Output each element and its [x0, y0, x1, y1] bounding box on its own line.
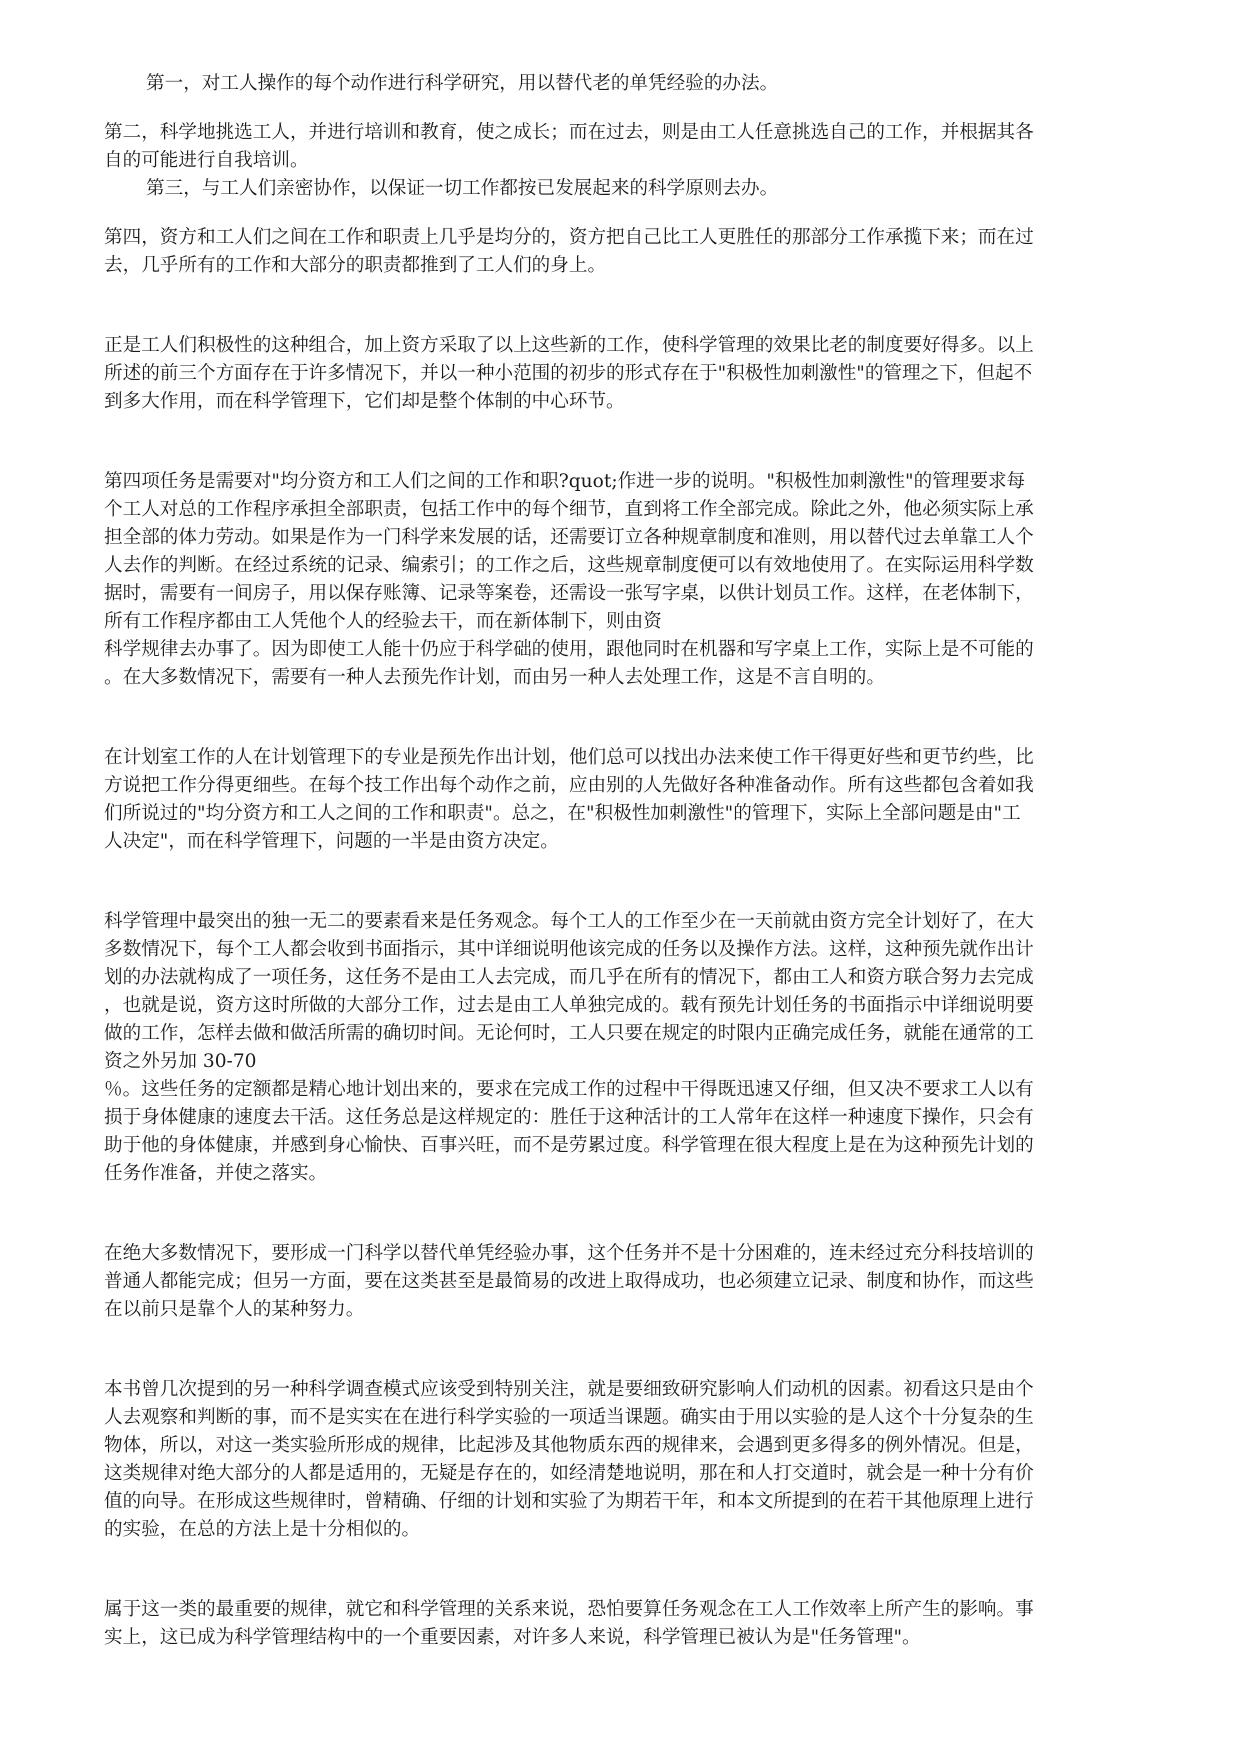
paragraph-4: 第四，资方和工人们之间在工作和职责上几乎是均分的，资方把自己比工人更胜任的那部分工作承揽下来；而在过 去，几乎所有的工作和大部分的职责都推到了工人们的身上。 [104, 227, 1034, 276]
paragraph-1: 第一，对工人操作的每个动作进行科学研究，用以替代老的单凭经验的办法。 [146, 73, 779, 94]
paragraph-gap [104, 98, 1144, 119]
paragraph-gap [104, 856, 1144, 908]
paragraph-10: 本书曾几次提到的另一种科学调查模式应该受到特别关注，就是要细致研究影响人们动机的因素。初看这只是由个 人去观察和判断的事，而不是实实在在进行科学实验的一项适当课题。确实由于用以实验的是人这个十分复杂的生 物体，所以，对这一类实验所形成的规律，比起涉及其他物质东西的规律来，会遇到更多得多的例外情况。但是， 这类规律对绝大部分的人都是适用的，无疑是存在的，如经清楚地说明，那在和人打交道时，就会是一种十分有价 值的向导。在形成这些规律时，曾精确、仔细的计划和实验了为期若干年，和本文所提到的在若干其他原理上进行 的实验，在总的方法上是十分相似的。 [104, 1379, 1034, 1540]
paragraph-gap [104, 1544, 1144, 1596]
paragraph-11: 属于这一类的最重要的规律，就它和科学管理的关系来说，恐怕要算任务观念在工人工作效率上所产生的影响。事 实上，这已成为科学管理结构中的一个重要因素，对许多人来说，科学管理已被认为是"任务管理"。 [104, 1599, 1034, 1648]
paragraph-gap [104, 1188, 1144, 1240]
paragraph-gap [104, 692, 1144, 744]
paragraph-9: 在绝大多数情况下，要形成一门科学以替代单凭经验办事，这个任务并不是十分困难的，连未经过充分科技培训的 普通人都能完成；但另一方面，要在这类甚至是最简易的改进上取得成功，也必须建立记录、制度和协作，而这些 在以前只是靠个人的某种努力。 [104, 1243, 1034, 1320]
paragraph-gap [104, 1324, 1144, 1376]
paragraph-8: 科学管理中最突出的独一无二的要素看来是任务观念。每个工人的工作至少在一天前就由资方完全计划好了，在大 多数情况下，每个工人都会收到书面指示，其中详细说明他该完成的任务以及操作方法。这样，这种预先就作出计 划的办法就构成了一项任务，这任务不是由工人去完成，而几乎在所有的情况下，都由工人和资方联合努力去完成 ，也就是说，资方这时所做的大部分工作，过去是由工人单独完成的。载有预先计划任务的书面指示中详细说明要 做的工作，怎样去做和做活所需的确切时间。无论何时，工人只要在规定的时限内正确完成任务，就能在通常的工 资之外另加 30-70 ％。这些任务的定额都是精心地计划出来的，要求在完成工作的过程中干得既迅速又仔细，但又决不要求工人以有 损于身体健康的速度去干活。这任务总是这样规定的：胜任于这种活计的工人常年在这样一种速度下操作，只会有 助于他的身体健康，并感到身心愉快、百事兴旺，而不是劳累过度。科学管理在很大程度上是在为这种预先计划的 任务作准备，并使之落实。 [104, 911, 1034, 1184]
paragraph-3: 第三，与工人们亲密协作，以保证一切工作都按已发展起来的科学原则去办。 [146, 178, 779, 199]
paragraph-gap [104, 280, 1144, 332]
paragraph-gap [104, 416, 1144, 468]
document-page [104, 70, 1144, 1652]
paragraph-2: 第二，科学地挑选工人，并进行培训和教育，使之成长；而在过去，则是由工人任意挑选自己的工作，并根据其各 自的可能进行自我培训。 [104, 122, 1034, 171]
paragraph-7: 在计划室工作的人在计划管理下的专业是预先作出计划，他们总可以找出办法来使工作干得更好些和更节约些，比 方说把工作分得更细些。在每个技工作出每个动作之前，应由别的人先做好各种准备动作。所有这些都包含着如我 们所说过的"均分资方和工人之间的工作和职责"。总之，在"积极性加刺激性"的管理下，实际上全部问题是由"工 人决定"，而在科学管理下，问题的一半是由资方决定。 [104, 747, 1034, 852]
paragraph-gap [104, 203, 1144, 224]
paragraph-5: 正是工人们积极性的这种组合，加上资方采取了以上这些新的工作，使科学管理的效果比老的制度要好得多。以上 所述的前三个方面存在于许多情况下，并以一种小范围的初步的形式存在于"积极性加刺激性"的管理之下，但起不 到多大作用，而在科学管理下，它们却是整个体制的中心环节。 [104, 335, 1034, 412]
paragraph-6: 第四项任务是需要对"均分资方和工人们之间的工作和职?quot;作进一步的说明。"积极性加刺激性"的管理要求每 个工人对总的工作程序承担全部职责，包括工作中的每个细节，直到将工作全部完成。除此之外，他必须实际上承 担全部的体力劳动。如果是作为一门科学来发展的话，还需要订立各种规章制度和准则，用以替代过去单靠工人个 人去作的判断。在经过系统的记录、编索引；的工作之后，这些规章制度便可以有效地使用了。在实际运用科学数 据时，需要有一间房子，用以保存账簿、记录等案卷，还需设一张写字桌，以供计划员工作。这样，在老体制下， 所有工作程序都由工人凭他个人的经验去干，而在新体制下，则由资 科学规律去办事了。因为即使工人能十仍应于科学础的使用，跟他同时在机器和写字桌上工作，实际上是不可能的 。在大多数情况下，需要有一种人去预先作计划，而由另一种人去处理工作，这是不言自明的。 [104, 471, 1034, 688]
